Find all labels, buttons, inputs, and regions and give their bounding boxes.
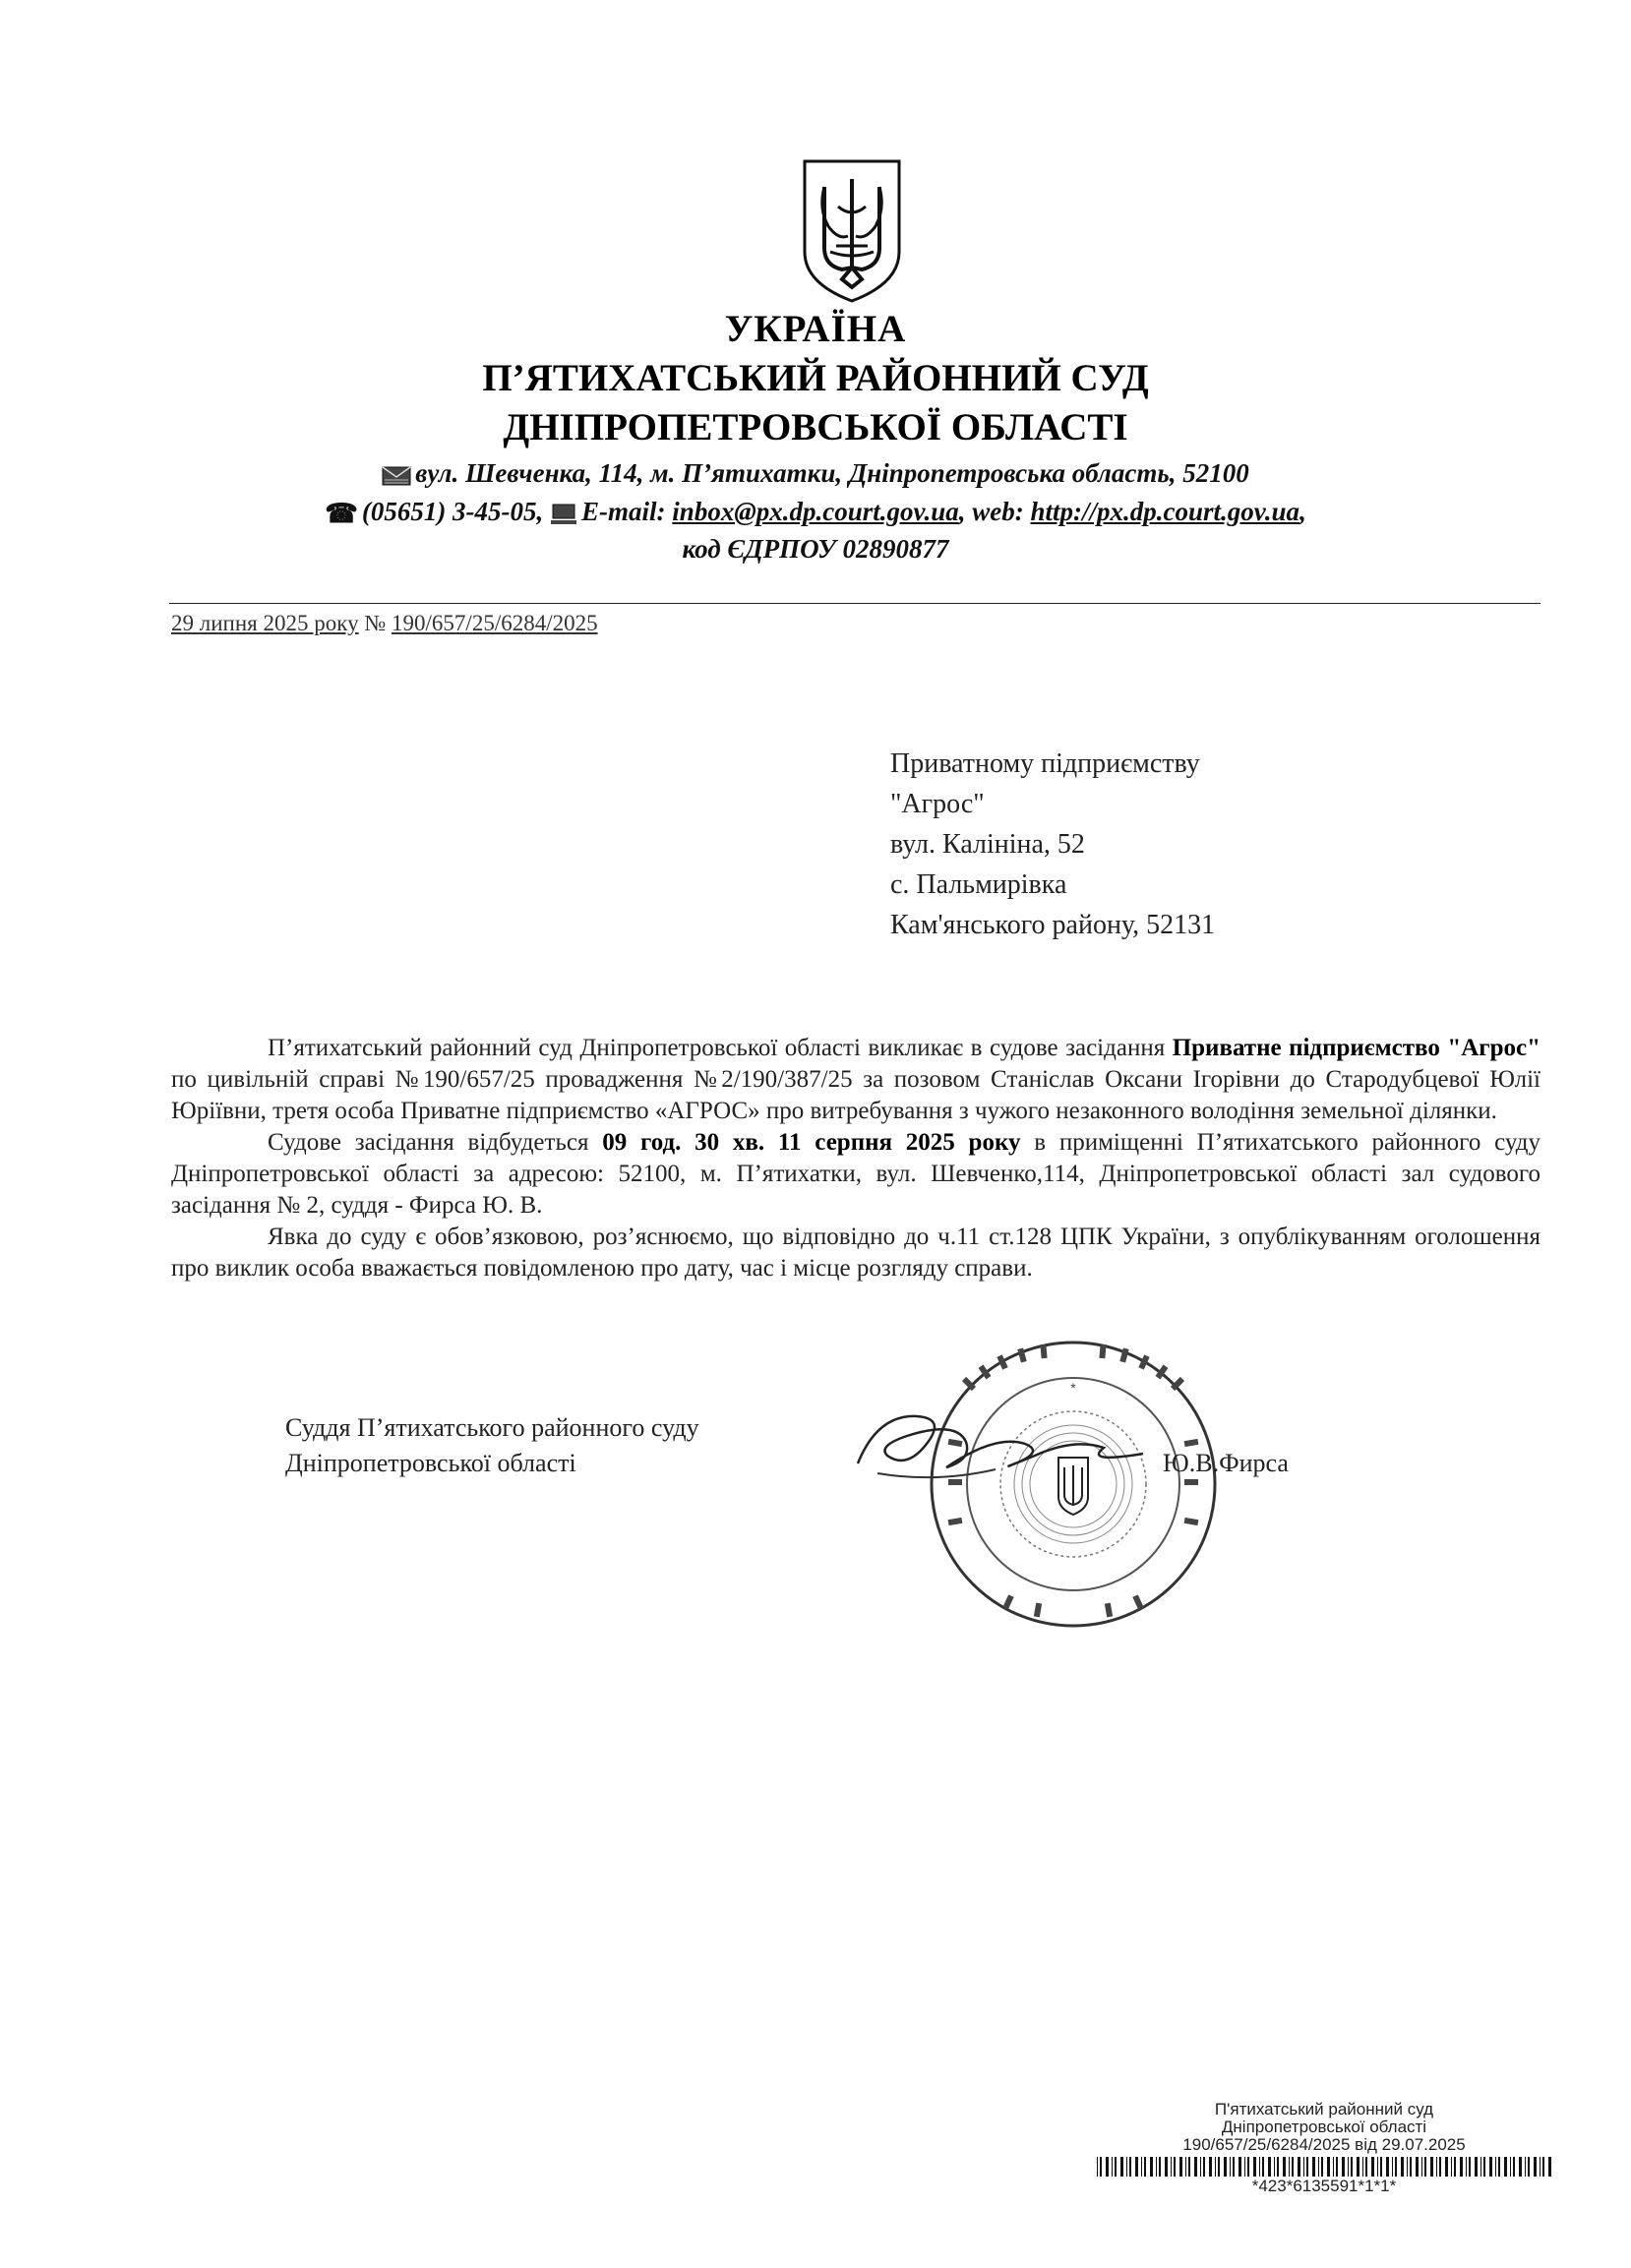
barcode-bar — [1392, 2157, 1393, 2177]
barcode-bar — [1277, 2157, 1279, 2177]
barcode-bar — [1194, 2157, 1197, 2177]
barcode-bar — [1321, 2157, 1323, 2177]
barcode-bar — [1268, 2157, 1271, 2177]
barcode-bar — [1218, 2157, 1220, 2177]
barcode-label — [1094, 2101, 1554, 2195]
barcode-image — [1095, 2157, 1553, 2177]
barcode-bar — [1454, 2157, 1456, 2177]
handwritten-signature — [848, 1395, 1163, 1503]
judge-title-line: Дніпропетровської області — [285, 1449, 576, 1477]
barcode-bar — [1351, 2157, 1353, 2177]
country-title: УКРАЇНА — [724, 308, 907, 350]
barcode-bar — [1179, 2157, 1182, 2177]
paragraph-text: Судове засідання відбудеться — [268, 1129, 603, 1156]
barcode-bar — [1306, 2157, 1308, 2177]
recipient-line: вул. Калініна, 52 — [890, 829, 1085, 860]
registration-line — [171, 611, 598, 636]
recipient-line: Кам'янського району, 52131 — [890, 910, 1216, 940]
barcode-bar — [1156, 2157, 1157, 2177]
barcode-bar — [1498, 2157, 1500, 2177]
barcode-bar — [1371, 2157, 1374, 2177]
barcode-bar — [1525, 2157, 1526, 2177]
judge-title — [285, 1410, 699, 1481]
barcode-bar — [1185, 2157, 1186, 2177]
barcode-bar — [1112, 2157, 1113, 2177]
barcode-bar — [1318, 2157, 1319, 2177]
barcode-bar — [1357, 2157, 1359, 2177]
barcode-bar — [1410, 2157, 1412, 2177]
svg-text:*: * — [1070, 1380, 1076, 1396]
barcode-bar — [1230, 2157, 1231, 2177]
barcode-bar — [1253, 2157, 1256, 2177]
barcode-bar — [1460, 2157, 1463, 2177]
recipient-address — [890, 744, 1215, 945]
barcode-bar — [1247, 2157, 1249, 2177]
court-phone: (05651) 3-45-05, — [361, 497, 544, 526]
barcode-bar — [1348, 2157, 1349, 2177]
barcode-bar — [1395, 2157, 1397, 2177]
barcode-bar — [1224, 2157, 1227, 2177]
barcode-bar — [1259, 2157, 1260, 2177]
edrpou-code: код ЄДРПОУ 02890877 — [682, 534, 949, 564]
barcode-bar — [1333, 2157, 1334, 2177]
contact-line — [0, 497, 1631, 529]
barcode-bar — [1215, 2157, 1216, 2177]
barcode-bar — [1451, 2157, 1452, 2177]
barcode-bar — [1421, 2157, 1422, 2177]
barcode-bar — [1203, 2157, 1205, 2177]
registration-date: 29 липня 2025 року — [171, 611, 359, 635]
oblast-name: ДНІПРОПЕТРОВСЬКОЇ ОБЛАСТІ — [503, 406, 1128, 448]
barcode-bar — [1489, 2157, 1492, 2177]
barcode-bar — [1483, 2157, 1485, 2177]
paragraph-text: П’ятихатський районний суд Дніпропетровської області викликає в судове засідання — [268, 1035, 1173, 1061]
court-address-line — [0, 458, 1631, 489]
barcode-bar — [1542, 2157, 1544, 2177]
barcode-bar — [1233, 2157, 1235, 2177]
paragraph-summons — [171, 1033, 1540, 1127]
barcode-bar — [1416, 2157, 1419, 2177]
barcode-code: *423*6135591*1*1* — [1251, 2177, 1397, 2195]
web-label: , web: — [958, 497, 1024, 526]
barcode-bar — [1209, 2157, 1212, 2177]
barcode-bar — [1495, 2157, 1496, 2177]
barcode-bar — [1129, 2157, 1131, 2177]
court-name: П’ЯТИХАТСЬКИЙ РАЙОННИЙ СУД — [482, 357, 1149, 399]
coat-of-arms-icon — [799, 157, 905, 305]
judge-name: Ю.В.Фирса — [1163, 1449, 1289, 1477]
barcode-oblast-line: Дніпропетровської області — [1221, 2118, 1427, 2136]
barcode-bar — [1342, 2157, 1345, 2177]
barcode-bar — [1115, 2157, 1117, 2177]
barcode-bar — [1519, 2157, 1522, 2177]
barcode-bar — [1377, 2157, 1378, 2177]
barcode-bar — [1312, 2157, 1315, 2177]
barcode-bar — [1200, 2157, 1201, 2177]
email-label: E-mail: — [581, 497, 666, 526]
court-address: вул. Шевченка, 114, м. П’ятихатки, Дніпропетровська область, 52100 — [415, 458, 1249, 488]
barcode-bar — [1141, 2157, 1142, 2177]
barcode-bar — [1365, 2157, 1367, 2177]
header-divider — [169, 603, 1540, 604]
barcode-bar — [1386, 2157, 1389, 2177]
barcode-bar — [1534, 2157, 1537, 2177]
barcode-bar — [1439, 2157, 1441, 2177]
barcode-bar — [1401, 2157, 1404, 2177]
number-sign: № — [364, 611, 387, 635]
barcode-bar — [1469, 2157, 1471, 2177]
barcode-bar — [1430, 2157, 1433, 2177]
paragraph-hearing — [171, 1127, 1540, 1222]
hearing-datetime: 09 год. 30 хв. 11 серпня 2025 року — [602, 1129, 1021, 1156]
barcode-bar — [1362, 2157, 1363, 2177]
computer-icon — [550, 503, 577, 526]
barcode-bar — [1407, 2157, 1408, 2177]
barcode-bar — [1150, 2157, 1153, 2177]
barcode-bar — [1144, 2157, 1146, 2177]
email-link[interactable]: inbox@px.dp.court.gov.ua — [672, 497, 959, 526]
envelope-icon — [382, 466, 411, 486]
barcode-bar — [1097, 2157, 1098, 2177]
barcode-bar — [1100, 2157, 1102, 2177]
barcode-bar — [1513, 2157, 1515, 2177]
barcode-bar — [1159, 2157, 1161, 2177]
letter-body — [171, 1033, 1540, 1284]
recipient-line: с. Пальмирівка — [890, 869, 1067, 900]
barcode-bar — [1262, 2157, 1264, 2177]
defendant-name: Приватне підприємство "Агрос" — [1172, 1035, 1540, 1061]
barcode-bar — [1165, 2157, 1168, 2177]
barcode-bar — [1510, 2157, 1511, 2177]
barcode-bar — [1174, 2157, 1176, 2177]
barcode-bar — [1283, 2157, 1286, 2177]
barcode-bar — [1106, 2157, 1109, 2177]
barcode-bar — [1380, 2157, 1382, 2177]
barcode-bar — [1274, 2157, 1275, 2177]
barcode-bar — [1445, 2157, 1448, 2177]
barcode-bar — [1548, 2157, 1551, 2177]
barcode-bar — [1238, 2157, 1241, 2177]
barcode-bar — [1303, 2157, 1304, 2177]
barcode-bar — [1289, 2157, 1290, 2177]
barcode-bar — [1424, 2157, 1426, 2177]
barcode-bar — [1135, 2157, 1138, 2177]
barcode-case-line: 190/657/25/6284/2025 від 29.07.2025 — [1182, 2135, 1466, 2154]
barcode-bar — [1466, 2157, 1467, 2177]
barcode-bar — [1504, 2157, 1507, 2177]
recipient-line: Приватному підприємству — [890, 748, 1200, 779]
web-suffix: , — [1299, 497, 1306, 526]
barcode-court-line: П'ятихатський районний суд — [1214, 2100, 1434, 2119]
barcode-bar — [1188, 2157, 1190, 2177]
barcode-bar — [1292, 2157, 1294, 2177]
paragraph-text: по цивільній справі №190/657/25 провадження №2/190/387/25 за позовом Станіслав Оксани Ігорівни до Стародубцевої Юлії Юріївни, третя особа Приватне підприємство «АГРОС» про витребування з чужого незаконного володіння земельної ділянки. — [171, 1066, 1540, 1124]
barcode-bar — [1126, 2157, 1127, 2177]
barcode-bar — [1327, 2157, 1330, 2177]
recipient-line: "Агрос" — [890, 789, 985, 819]
registration-number: 190/657/25/6284/2025 — [392, 611, 598, 635]
paragraph-attendance: Явка до суду є обов’язковою, роз’яснюємо, що відповідно до ч.11 ст.128 ЦПК України, з опублікуванням оголошення про виклик особа вважається повідомленою про дату, час і місце розгляду справи. — [171, 1224, 1540, 1282]
barcode-bar — [1336, 2157, 1338, 2177]
barcode-bar — [1475, 2157, 1478, 2177]
judge-title-line: Суддя П’ятихатського районного суду — [285, 1413, 699, 1442]
paragraph-text: в приміщенні П’ятихатського районного суду Дніпропетровської області за адресою: 52100, м. П’ятихатки, вул. Шевченко,114, Дніпропетровської області зал судового засідання № 2, суддя - Фирса Ю. В. — [171, 1129, 1540, 1219]
barcode-bar — [1436, 2157, 1437, 2177]
barcode-bar — [1480, 2157, 1481, 2177]
web-link[interactable]: http://px.dp.court.gov.ua — [1030, 497, 1300, 526]
barcode-bar — [1528, 2157, 1530, 2177]
telephone-icon: ☎ — [325, 499, 358, 529]
barcode-bar — [1244, 2157, 1245, 2177]
barcode-bar — [1298, 2157, 1300, 2177]
barcode-bar — [1171, 2157, 1172, 2177]
barcode-bar — [1120, 2157, 1123, 2177]
